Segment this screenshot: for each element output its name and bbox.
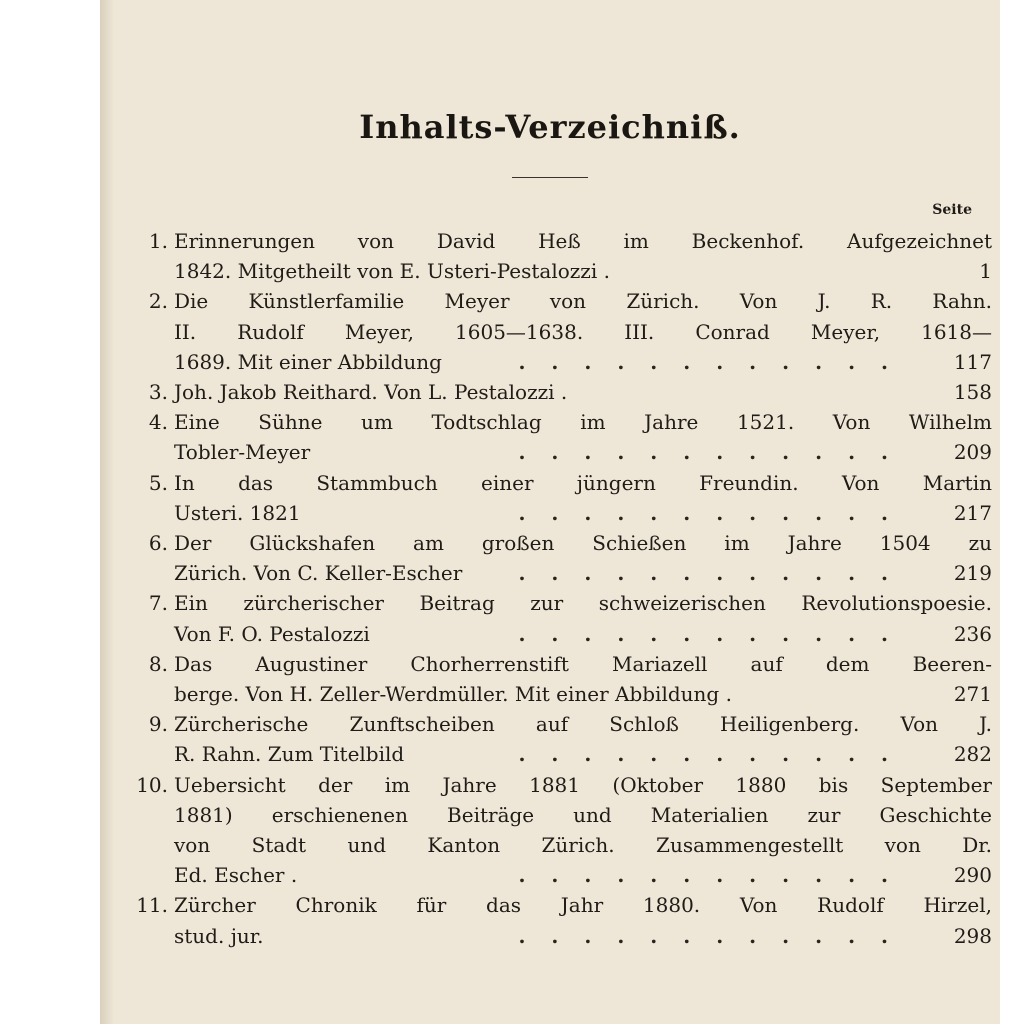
dot-leader: ............ (518, 621, 914, 646)
entry-page-number: 236 (953, 621, 992, 646)
toc-line (128, 317, 992, 347)
entry-page-number: 209 (953, 440, 992, 465)
toc-line (128, 890, 992, 920)
entry-page-number: 158 (953, 380, 992, 404)
dot-leader: ............ (518, 742, 914, 767)
entry-page-number: 290 (953, 863, 992, 888)
entry-page-number: 117 (953, 349, 992, 374)
entry-text: Ed. Escher . (174, 863, 298, 888)
entry-text: Erinnerungen von David Heß im Beckenhof. Aufgezeichnet (174, 229, 992, 253)
entry-number: 7. (148, 591, 168, 616)
dot-leader: ............ (518, 923, 914, 948)
toc-line (128, 649, 992, 679)
toc-line (128, 860, 992, 890)
entry-text: 1842. Mitgetheilt von E. Usteri-Pestalozzi . (174, 259, 610, 284)
entry-text: II. Rudolf Meyer, 1605—1638. III. Conrad Meyer, 1618— (174, 319, 992, 344)
entry-text: Eine Sühne um Todtschlag im Jahre 1521. Von Wilhelm (174, 410, 992, 435)
toc-line (128, 830, 992, 860)
entry-page-number: 271 (953, 682, 992, 706)
entry-number: 11. (136, 893, 168, 918)
entry-text: Das Augustiner Chorherrenstift Mariazell auf dem Beeren- (174, 651, 992, 676)
dot-leader: ............ (518, 863, 914, 888)
entry-text: Zürcher Chronik für das Jahr 1880. Von Rudolf Hirzel, (174, 893, 992, 918)
toc-line (128, 619, 992, 649)
entry-text: von Stadt und Kanton Zürich. Zusammengestellt von Dr. (174, 833, 992, 857)
toc-line (128, 256, 992, 286)
entry-text: Zürcherische Zunftscheiben auf Schloß Heiligenberg. Von J. (174, 712, 992, 737)
toc-line (128, 498, 992, 528)
entry-text: Uebersicht der im Jahre 1881 (Oktober 1880 bis September (174, 772, 992, 797)
title-divider (512, 177, 588, 178)
entry-text: berge. Von H. Zeller-Werdmüller. Mit einer Abbildung . (174, 682, 732, 706)
toc-line (128, 558, 992, 588)
entry-text: Zürich. Von C. Keller-Escher (174, 561, 463, 586)
entry-page-number: 282 (953, 742, 992, 767)
entry-number: 3. (148, 380, 168, 404)
entry-number: 5. (148, 470, 168, 495)
dot-leader: ............ (518, 440, 914, 465)
dot-leader: ............ (518, 349, 914, 374)
entry-number: 8. (148, 651, 168, 676)
entry-number: 1. (148, 229, 168, 253)
toc-line (128, 739, 992, 769)
toc-line (128, 347, 992, 377)
page-column-label: Seite (932, 202, 972, 218)
entry-number: 9. (148, 712, 168, 737)
toc-line (128, 800, 992, 830)
entry-text: Usteri. 1821 (174, 500, 301, 525)
entry-number: 4. (148, 410, 168, 435)
entry-number: 10. (136, 772, 168, 797)
entry-number: 6. (148, 531, 168, 555)
toc-line (128, 709, 992, 739)
book-page (100, 0, 1000, 1024)
entry-page-number: 1 (979, 259, 992, 284)
toc-line (128, 377, 992, 407)
dot-leader: ............ (518, 500, 914, 525)
page-edge-shadow (100, 0, 114, 1024)
entry-text: stud. jur. (174, 923, 264, 948)
toc-line (128, 770, 992, 800)
entry-text: Die Künstlerfamilie Meyer von Zürich. Von J. R. Rahn. (174, 289, 992, 314)
toc-line (128, 286, 992, 316)
dot-leader: ............ (518, 561, 914, 586)
entry-page-number: 298 (953, 923, 992, 948)
entry-text: 1881) erschienenen Beiträge und Materialien zur Geschichte (174, 802, 992, 827)
entry-text: Tobler-Meyer (174, 440, 311, 465)
entry-page-number: 219 (953, 561, 992, 586)
toc-line (128, 226, 992, 256)
entry-text: In das Stammbuch einer jüngern Freundin. Von Martin (174, 470, 992, 495)
entry-text: Von F. O. Pestalozzi (174, 621, 370, 646)
toc-line (128, 407, 992, 437)
entry-number: 2. (148, 289, 168, 314)
toc-line (128, 921, 992, 951)
entry-text: Ein zürcherischer Beitrag zur schweizerischen Revolutionspoesie. (174, 591, 992, 616)
entry-text: R. Rahn. Zum Titelbild (174, 742, 405, 767)
entry-text: 1689. Mit einer Abbildung (174, 349, 442, 374)
entry-text: Der Glückshafen am großen Schießen im Jahre 1504 zu (174, 531, 992, 555)
toc-line (128, 588, 992, 618)
toc-line (128, 679, 992, 709)
toc-line (128, 437, 992, 467)
toc-line (128, 528, 992, 558)
page-title: Inhalts-Verzeichniß. (359, 108, 741, 146)
entry-page-number: 217 (953, 500, 992, 525)
toc-line (128, 468, 992, 498)
entry-text: Joh. Jakob Reithard. Von L. Pestalozzi . (174, 380, 568, 404)
